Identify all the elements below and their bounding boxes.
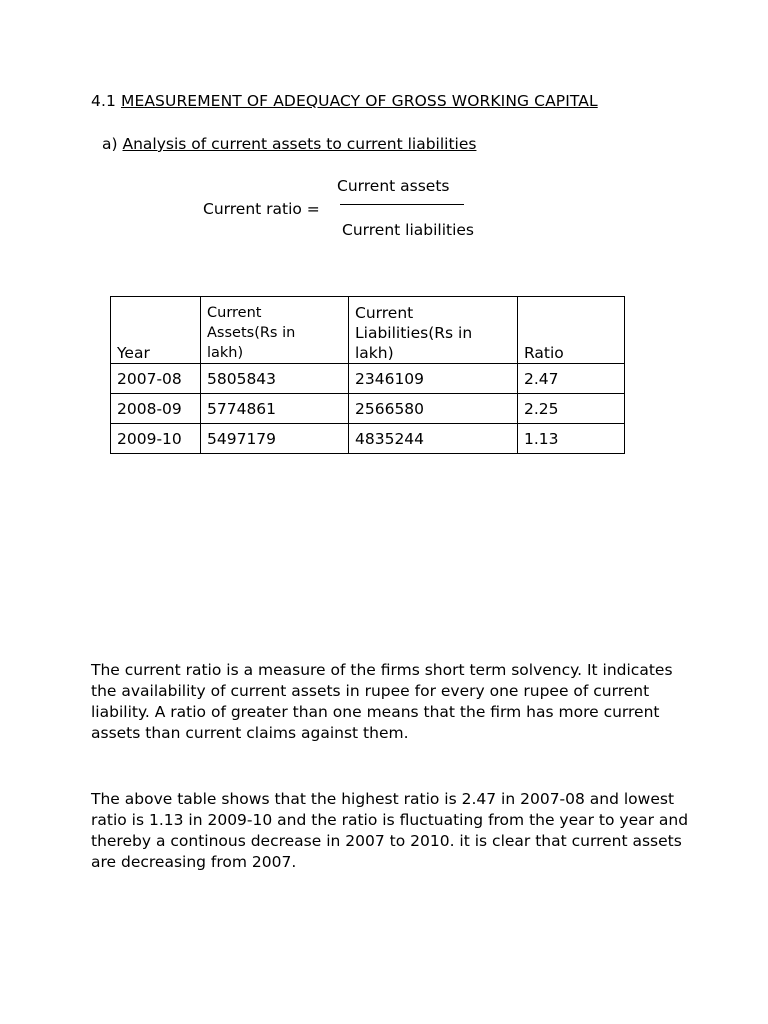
- table-row: [111, 364, 625, 394]
- table-row: [111, 394, 625, 424]
- section-title: MEASUREMENT OF ADEQUACY OF GROSS WORKING CAPITAL: [120, 92, 598, 110]
- cell-ratio: 1.13: [518, 424, 625, 454]
- section-number: 4.1: [91, 92, 116, 110]
- cell-current-liabilities: 2566580: [349, 394, 518, 424]
- header-current-liabilities: Current Liabilities(Rs in lakh): [349, 297, 518, 364]
- table-header-row: [111, 297, 625, 364]
- header-ratio: Ratio: [518, 297, 625, 364]
- cell-current-liabilities: 4835244: [349, 424, 518, 454]
- section-heading: [91, 92, 598, 110]
- table-row: [111, 424, 625, 454]
- cell-year: 2007-08: [111, 364, 201, 394]
- formula-fraction-bar: [340, 204, 464, 205]
- paragraph-table-analysis: The above table shows that the highest ratio is 2.47 in 2007-08 and lowest ratio is 1.13 in 2009-10 and the ratio is fluctuating from the year to year and thereby a continous decrease in 2007 to 2010. it is clear that current assets are decreasing from 2007.: [91, 790, 689, 871]
- cell-ratio: 2.47: [518, 364, 625, 394]
- cell-year: 2009-10: [111, 424, 201, 454]
- cell-current-assets: 5805843: [201, 364, 349, 394]
- paragraph-current-ratio-definition: The current ratio is a measure of the firms short term solvency. It indicates the availability of current assets in rupee for every one rupee of current liability. A ratio of greater than one means that the firm has more current assets than current claims against them.: [91, 661, 673, 742]
- formula-denominator: Current liabilities: [342, 221, 475, 239]
- subsection-heading: [102, 135, 476, 153]
- current-ratio-table: [110, 296, 625, 454]
- subsection-title: Analysis of current assets to current liabilities: [122, 135, 477, 153]
- formula-lhs: Current ratio =: [203, 200, 320, 218]
- header-current-assets: Current Assets(Rs in lakh): [201, 297, 349, 364]
- cell-current-assets: 5774861: [201, 394, 349, 424]
- cell-ratio: 2.25: [518, 394, 625, 424]
- cell-current-liabilities: 2346109: [349, 364, 518, 394]
- cell-current-assets: 5497179: [201, 424, 349, 454]
- cell-year: 2008-09: [111, 394, 201, 424]
- formula-numerator: Current assets: [337, 177, 450, 195]
- subsection-marker: a): [102, 135, 118, 153]
- header-year: Year: [111, 297, 201, 364]
